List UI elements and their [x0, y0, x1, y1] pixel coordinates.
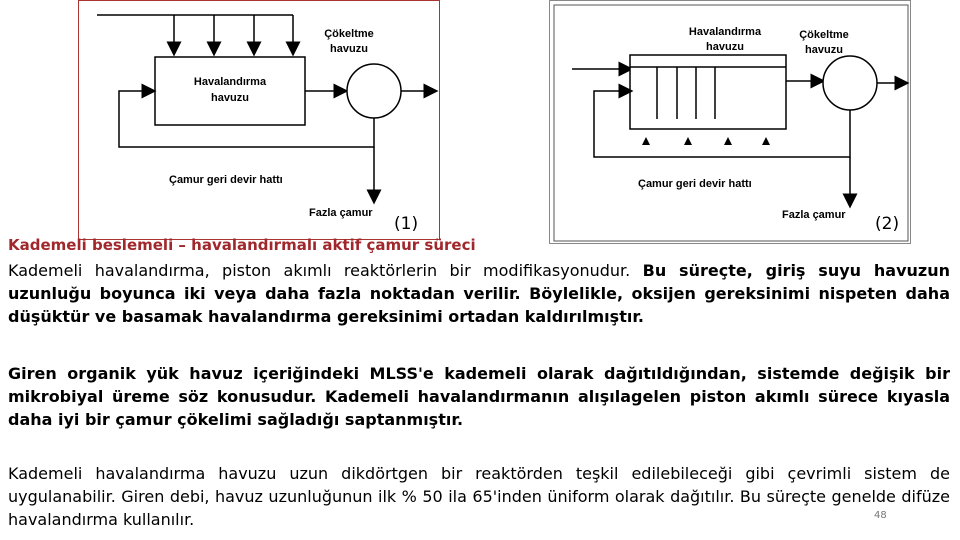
page-number: 48 — [874, 510, 887, 521]
sludge-return-label: Çamur geri devir hattı — [638, 178, 752, 190]
paragraph-2: Giren organik yük havuz içeriğindeki MLSS'e kademeli olarak dağıtıldığından, sistemde değişik bir mikrobiyal üreme söz konusudur. Kademeli havalandırmanın alışılagelen piston akımlı sürece kıyasla daha iyi bir çamur çökelimi sağladığı saptanmıştır. — [8, 364, 950, 429]
diffuser-1 — [642, 137, 650, 145]
settling-tank-circle — [347, 64, 401, 118]
aeration-tank-label-line2: havuzu — [211, 92, 249, 104]
figure-1-number: (1) — [394, 214, 419, 234]
diffuser-2 — [684, 137, 692, 145]
paragraph-1-bold-text: Bu süreçte, giriş suyu havuzun uzunluğu boyunca iki veya daha fazla noktadan verilir. Böylelikle, oksijen gereksinimi nispeten daha düşüktür ve basamak havalandırma gereksinimi ortadan kaldırılmıştır. — [8, 261, 950, 326]
excess-sludge-label: Fazla çamur — [309, 207, 373, 219]
settling-tank-label-line1: Çökeltme — [324, 28, 374, 40]
aeration-tank-label-line2: havuzu — [706, 41, 744, 53]
paragraph-1-normal-text: Kademeli havalandırma, piston akımlı reaktörlerin bir modifikasyonudur. — [8, 261, 643, 280]
diffuser-4 — [762, 137, 770, 145]
aeration-tank-label-line1: Havalandırma — [193, 76, 267, 88]
aeration-tank-box — [630, 55, 786, 129]
paragraph-3: Kademeli havalandırma havuzu uzun dikdörtgen bir reaktörden teşkil edilebileceği gibi çevrimli sistem de uygulanabilir. Giren debi, havuz uzunluğunun ilk % 50 ila 65'inden üniform olarak dağıtılır. Bu süreçte genelde difüze havalandırma kullanılır. — [8, 464, 950, 529]
aeration-tank-box — [155, 57, 305, 125]
settling-tank-label-line2: havuzu — [805, 44, 843, 56]
figure-2-number: (2) — [875, 214, 900, 234]
diffuser-3 — [724, 137, 732, 145]
figure-2-svg — [550, 1, 912, 245]
paragraph-1 — [8, 259, 950, 328]
settling-tank-label-line1: Çökeltme — [799, 29, 849, 41]
sludge-return-label: Çamur geri devir hattı — [169, 174, 283, 186]
figure-1-svg — [79, 1, 441, 241]
settling-tank-label-line2: havuzu — [330, 43, 368, 55]
figure-2-step-aeration-diagram — [549, 0, 911, 244]
excess-sludge-label: Fazla çamur — [782, 209, 846, 221]
settling-tank-circle — [823, 56, 877, 110]
section-heading: Kademeli beslemeli – havalandırmalı aktif çamur süreci — [8, 236, 476, 254]
aeration-tank-label-line1: Havalandırma — [688, 26, 762, 38]
figure-1-step-feed-diagram — [78, 0, 440, 240]
